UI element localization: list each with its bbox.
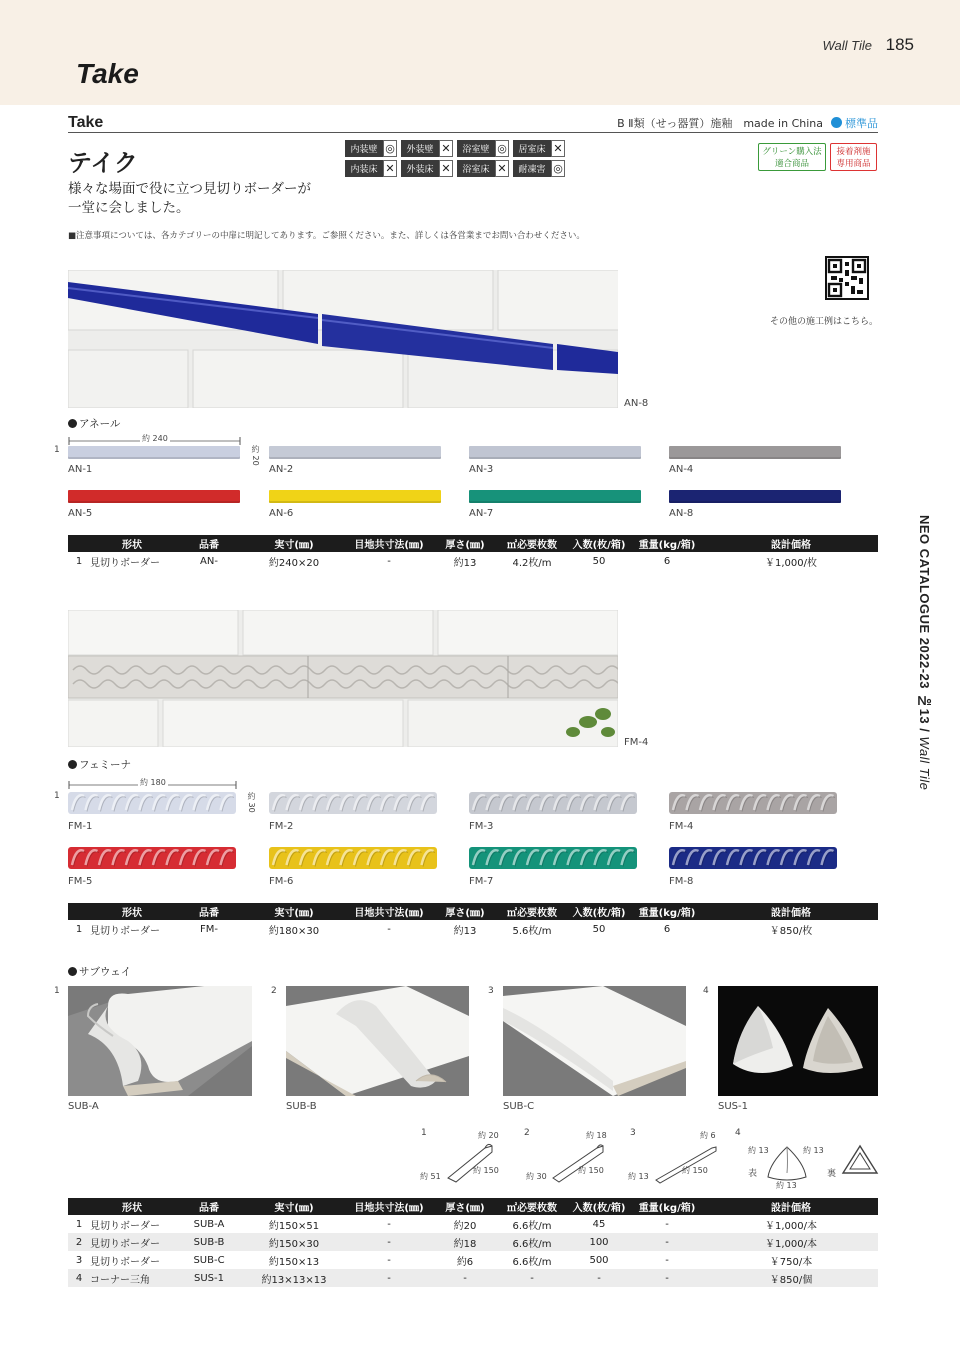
color-swatch — [669, 790, 837, 816]
table-header-cell: 厚さ(㎜) — [434, 1198, 496, 1215]
side-catalogue-label — [912, 515, 932, 795]
table-header-cell — [68, 1198, 90, 1215]
table-cell: 約240×20 — [268, 557, 320, 569]
sub-a-code: SUB-A — [68, 1101, 99, 1112]
sub-photo-index: 1 — [54, 986, 60, 996]
table-header-cell: 入数(枚/箱) — [568, 903, 630, 920]
table-cell: 約150×30 — [244, 1233, 344, 1251]
table-cell: ￥750/本 — [769, 1256, 813, 1268]
spec-line — [617, 115, 878, 131]
bullet-dot-icon — [68, 760, 77, 769]
table-cell: - — [387, 1218, 391, 1230]
table-header-cell: 形状 — [90, 903, 174, 920]
usage-mark: ✕ — [439, 140, 453, 157]
table-header-cell: ㎡必要枚数 — [496, 535, 568, 552]
table-header-cell: 形状 — [90, 1198, 174, 1215]
table-header-cell: 形状 — [90, 535, 174, 552]
badge-line: 専用商品 — [836, 159, 871, 169]
table-cell: 4 — [68, 1269, 90, 1287]
table-cell: 見切りボーダー — [90, 925, 160, 937]
table-header-cell: 重量(kg/箱) — [630, 1198, 704, 1215]
sus-1-dim-b: 約 13 — [803, 1146, 824, 1155]
table-header-cell: 厚さ(㎜) — [434, 535, 496, 552]
page-number: 185 — [885, 35, 914, 54]
usage-label: 居室床 — [513, 140, 551, 157]
table-cell: - — [344, 1269, 434, 1287]
usage-label: 外装壁 — [401, 140, 439, 157]
table-row — [68, 552, 878, 570]
sub-c-dim-top: 約 6 — [700, 1131, 716, 1140]
table-cell: 1 — [75, 555, 83, 567]
usage-label: 耐凍害 — [513, 160, 551, 177]
table-header-cell: 目地共寸法(㎜) — [344, 903, 434, 920]
sub-c-photo — [503, 986, 686, 1096]
diagram-index: 4 — [735, 1128, 741, 1138]
sub-b-dim-top: 約 18 — [586, 1131, 607, 1140]
table-header-cell: 品番 — [174, 535, 244, 552]
swatch-code: FM-1 — [68, 821, 93, 832]
sub-c-dim-right: 約 150 — [682, 1166, 708, 1175]
swatch-code: AN-8 — [669, 508, 694, 519]
usage-cell — [401, 140, 455, 157]
table-cell: - — [387, 555, 391, 567]
fm-spec-table — [68, 903, 878, 938]
sub-b-code: SUB-B — [286, 1101, 317, 1112]
sub-a-dim-right: 約 150 — [473, 1166, 499, 1175]
table-cell: ￥850/枚 — [769, 925, 813, 937]
an-section-label: アネール — [79, 418, 121, 430]
table-cell: ￥1,000/本 — [704, 1233, 878, 1251]
table-header-cell — [68, 903, 90, 920]
table-cell: 6 — [663, 555, 671, 567]
fm-photo-caption: FM-4 — [624, 737, 649, 748]
sus-1-code: SUS-1 — [718, 1101, 748, 1112]
catch-line: 様々な場面で役に立つ見切りボーダーが — [68, 181, 311, 197]
series-name-jp: テイク — [68, 149, 138, 177]
color-swatch — [269, 446, 441, 459]
table-header-cell: 目地共寸法(㎜) — [344, 535, 434, 552]
table-header-cell: 設計価格 — [704, 903, 878, 920]
color-swatch — [68, 790, 236, 816]
fm-index: 1 — [54, 791, 60, 801]
spec-text: B Ⅱ類（せっ器質）施釉 made in China — [617, 117, 823, 130]
usage-mark: ◎ — [551, 160, 565, 177]
table-header-cell: 入数(枚/箱) — [568, 535, 630, 552]
fm-installation-photo — [68, 610, 618, 747]
table-header-cell: 実寸(㎜) — [244, 535, 344, 552]
sub-a-photo — [68, 986, 252, 1096]
table-cell: 見切りボーダー — [90, 557, 160, 569]
table-cell: 約18 — [434, 1233, 496, 1251]
table-cell: 約13 — [453, 557, 477, 569]
sub-section-label: サブウェイ — [79, 966, 132, 978]
swatch-code: AN-5 — [68, 508, 93, 519]
swatch-code: AN-2 — [269, 464, 294, 475]
side-category: Wall Tile — [917, 736, 932, 791]
usage-cell — [513, 140, 567, 157]
table-cell: コーナー三角 — [90, 1269, 174, 1287]
table-row — [68, 1233, 878, 1251]
table-header-cell: 品番 — [174, 1198, 244, 1215]
color-swatch — [469, 845, 637, 871]
table-header-row — [68, 903, 878, 920]
table-header-row — [68, 535, 878, 552]
table-cell: 見切りボーダー — [90, 1233, 174, 1251]
swatch-code: FM-7 — [469, 876, 494, 887]
table-cell: - — [665, 1218, 669, 1230]
usage-mark: ◎ — [383, 140, 397, 157]
sub-photo-index: 4 — [703, 986, 709, 996]
page-category-label: Wall Tile — [822, 38, 872, 53]
usage-mark: ✕ — [383, 160, 397, 177]
table-header-cell: 重量(kg/箱) — [630, 535, 704, 552]
swatch-code: AN-4 — [669, 464, 694, 475]
table-cell: FM- — [200, 923, 218, 935]
usage-label: 内装壁 — [345, 140, 383, 157]
color-swatch — [68, 845, 236, 871]
table-cell: 約150×51 — [268, 1220, 320, 1232]
usage-cell — [457, 140, 511, 157]
fm-width-dim: 約 180 — [140, 778, 166, 787]
usage-mark: ✕ — [439, 160, 453, 177]
table-header-cell — [68, 535, 90, 552]
table-cell: 約180×30 — [268, 925, 320, 937]
an-width-dim: 約 240 — [142, 434, 168, 443]
sus-1-dim-a: 約 13 — [748, 1146, 769, 1155]
title-rule — [68, 132, 878, 133]
table-cell: - — [387, 923, 391, 935]
table-cell: 6.6枚/m — [512, 1256, 552, 1268]
usage-grid — [345, 140, 567, 177]
sub-a-dim-left: 約 51 — [420, 1172, 441, 1181]
color-swatch — [469, 446, 641, 459]
table-cell: - — [630, 1269, 704, 1287]
table-cell: 見切りボーダー — [90, 1256, 160, 1268]
swatch-code: FM-4 — [669, 821, 694, 832]
table-row — [68, 1251, 878, 1269]
table-header-cell: ㎡必要枚数 — [496, 903, 568, 920]
sub-section-heading — [68, 964, 131, 979]
sus-1-dim-c: 約 13 — [776, 1181, 797, 1190]
usage-mark: ✕ — [551, 140, 565, 157]
swatch-code: FM-5 — [68, 876, 93, 887]
table-header-cell: 設計価格 — [704, 1198, 878, 1215]
table-cell: 45 — [592, 1218, 606, 1230]
brand-title: Take — [76, 58, 139, 89]
standard-label: 標準品 — [845, 117, 878, 130]
table-cell: - — [496, 1269, 568, 1287]
table-cell: 1 — [75, 1218, 83, 1230]
catalogue-name: NEO CATALOGUE 2022-23 №13 — [917, 515, 932, 725]
table-cell: 50 — [592, 555, 606, 567]
table-cell: 6 — [663, 923, 671, 935]
table-header-cell: 目地共寸法(㎜) — [344, 1198, 434, 1215]
color-swatch — [269, 845, 437, 871]
sus-1-front-label: 表 — [748, 1169, 758, 1179]
green-purchase-badge — [758, 143, 826, 171]
badge-line: 適合商品 — [774, 159, 809, 169]
color-swatch — [669, 446, 841, 459]
usage-mark: ✕ — [495, 160, 509, 177]
usage-cell — [513, 160, 567, 177]
swatch-code: FM-2 — [269, 821, 294, 832]
table-cell: 約150×13 — [268, 1256, 320, 1268]
sus-1-photo — [718, 986, 878, 1096]
swatch-code: AN-1 — [68, 464, 93, 475]
series-name-en: Take — [68, 114, 104, 131]
an-photo-caption: AN-8 — [624, 398, 649, 409]
usage-cell — [345, 140, 399, 157]
table-header-cell: 入数(枚/箱) — [568, 1198, 630, 1215]
swatch-code: AN-3 — [469, 464, 494, 475]
table-header-cell: 重量(kg/箱) — [630, 903, 704, 920]
table-cell: 約13×13×13 — [244, 1269, 344, 1287]
table-header-cell: ㎡必要枚数 — [496, 1198, 568, 1215]
table-cell: SUS-1 — [174, 1269, 244, 1287]
sub-a-profile-diagram — [440, 1140, 500, 1186]
usage-mark: ◎ — [495, 140, 509, 157]
table-cell: SUB-A — [193, 1218, 225, 1230]
bullet-dot-icon — [68, 967, 77, 976]
table-row — [68, 1269, 878, 1287]
color-swatch — [469, 790, 637, 816]
diagram-index: 1 — [421, 1128, 427, 1138]
bullet-dot-icon — [68, 419, 77, 428]
table-cell: - — [387, 1254, 391, 1266]
table-cell: 見切りボーダー — [90, 1220, 160, 1232]
sub-b-dim-right: 約 150 — [578, 1166, 604, 1175]
table-row — [68, 1215, 878, 1233]
sub-b-profile-diagram — [545, 1142, 610, 1184]
usage-cell — [345, 160, 399, 177]
table-cell: - — [568, 1269, 630, 1287]
color-swatch — [68, 490, 240, 503]
diagram-index: 2 — [524, 1128, 530, 1138]
table-cell: AN- — [200, 555, 218, 567]
table-cell: SUB-B — [174, 1233, 244, 1251]
table-cell: 5.6枚/m — [512, 925, 552, 937]
usage-label: 内装床 — [345, 160, 383, 177]
swatch-code: FM-8 — [669, 876, 694, 887]
usage-cell — [457, 160, 511, 177]
sub-c-profile-diagram — [650, 1142, 720, 1184]
table-cell: 1 — [75, 923, 83, 935]
table-cell: - — [630, 1233, 704, 1251]
color-swatch — [469, 490, 641, 503]
table-cell: 3 — [75, 1254, 83, 1266]
usage-label: 浴室床 — [457, 160, 495, 177]
sub-a-dim-top: 約 20 — [478, 1131, 499, 1140]
usage-cell — [401, 160, 455, 177]
sub-b-dim-left: 約 30 — [526, 1172, 547, 1181]
table-header-row — [68, 1198, 878, 1215]
table-cell: 6.6枚/m — [512, 1220, 552, 1232]
table-row — [68, 920, 878, 938]
table-header-cell: 厚さ(㎜) — [434, 903, 496, 920]
sub-photo-index: 3 — [488, 986, 494, 996]
table-cell: 約6 — [456, 1256, 474, 1268]
swatch-code: AN-6 — [269, 508, 294, 519]
adhesive-badge — [830, 143, 877, 171]
badge-line: グリーン購入法 — [762, 147, 822, 157]
color-swatch — [68, 446, 240, 459]
catch-line: 一堂に会しました。 — [68, 200, 190, 216]
color-swatch — [669, 490, 841, 503]
sub-photo-index: 2 — [271, 986, 277, 996]
sub-spec-table — [68, 1198, 878, 1287]
table-cell: 4.2枚/m — [512, 557, 552, 569]
table-header-cell: 品番 — [174, 903, 244, 920]
table-cell: ￥850/個 — [704, 1269, 878, 1287]
qr-code-icon[interactable] — [825, 256, 869, 300]
table-cell: 約13 — [453, 925, 477, 937]
table-header-cell: 実寸(㎜) — [244, 903, 344, 920]
an-spec-table — [68, 535, 878, 570]
table-cell: 約20 — [453, 1220, 477, 1232]
table-cell: SUB-C — [193, 1254, 225, 1266]
an-index: 1 — [54, 445, 60, 455]
fm-section-label: フェミーナ — [79, 759, 131, 771]
an-installation-photo — [68, 270, 618, 408]
table-cell: 50 — [592, 923, 606, 935]
badge-line: 接着剤施 — [836, 147, 871, 157]
swatch-code: FM-3 — [469, 821, 494, 832]
table-cell: - — [344, 1233, 434, 1251]
fm-height-dim: 約 30 — [247, 792, 256, 813]
sus-1-back-label: 裏 — [827, 1169, 837, 1179]
an-section-heading — [68, 416, 120, 431]
color-swatch — [669, 845, 837, 871]
header-band — [0, 0, 960, 105]
fm-section-heading — [68, 757, 131, 772]
table-cell: 6.6枚/m — [496, 1233, 568, 1251]
catch-copy — [68, 180, 311, 218]
sub-c-dim-left: 約 13 — [628, 1172, 649, 1181]
swatch-code: FM-6 — [269, 876, 294, 887]
color-swatch — [269, 490, 441, 503]
table-cell: - — [434, 1269, 496, 1287]
swatch-code: AN-7 — [469, 508, 494, 519]
table-cell: - — [665, 1254, 669, 1266]
table-cell: 100 — [568, 1233, 630, 1251]
note-text: ■注意事項については、各カテゴリーの中扉に明記してあります。ご参照ください。また、詳しくは各営業までお問い合わせください。 — [68, 231, 585, 241]
qr-caption: その他の施工例はこちら。 — [769, 317, 878, 327]
table-cell: 2 — [68, 1233, 90, 1251]
diagram-index: 3 — [630, 1128, 636, 1138]
usage-label: 外装床 — [401, 160, 439, 177]
sub-c-code: SUB-C — [503, 1101, 535, 1112]
table-header-cell: 実寸(㎜) — [244, 1198, 344, 1215]
table-header-cell: 設計価格 — [704, 535, 878, 552]
standard-dot-icon — [831, 117, 842, 128]
an-height-dim: 約 20 — [251, 445, 260, 466]
sub-b-photo — [286, 986, 469, 1096]
color-swatch — [269, 790, 437, 816]
usage-label: 浴室壁 — [457, 140, 495, 157]
table-cell: ￥1,000/本 — [765, 1220, 817, 1232]
sus-1-back-diagram — [840, 1143, 880, 1179]
side-separator: / — [917, 724, 932, 737]
table-cell: ￥1,000/枚 — [765, 557, 817, 569]
table-cell: 500 — [589, 1254, 609, 1266]
